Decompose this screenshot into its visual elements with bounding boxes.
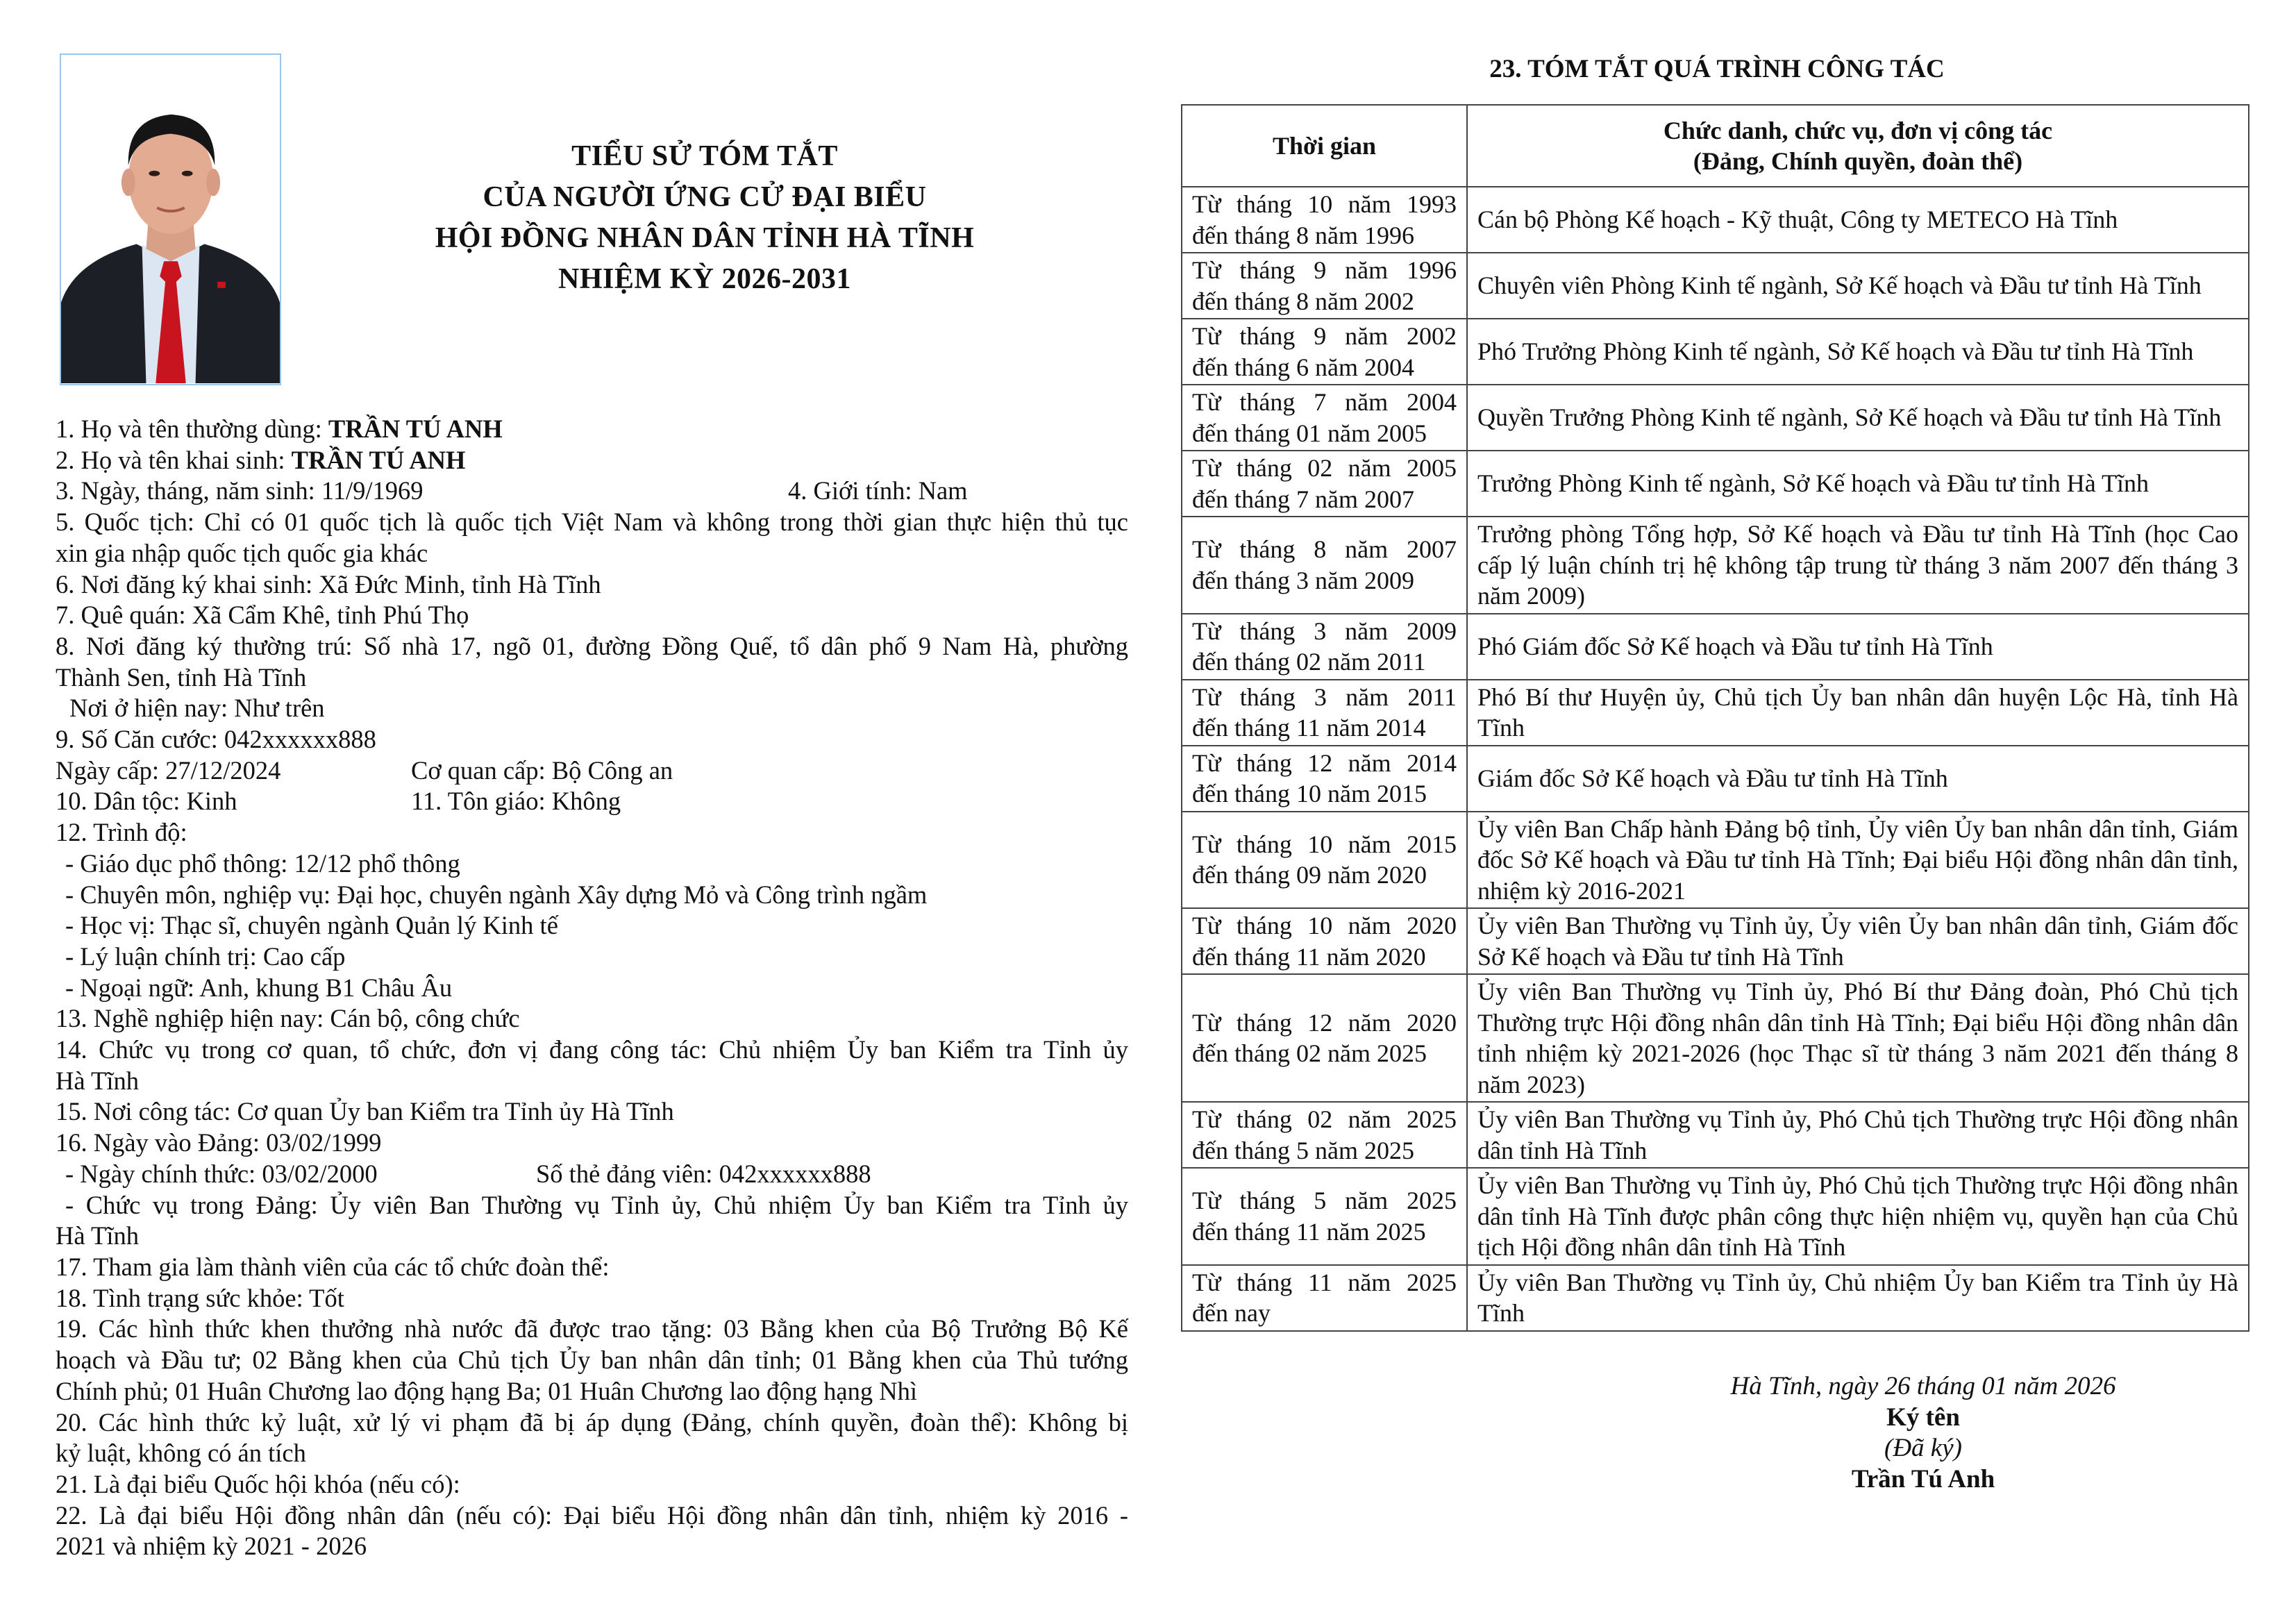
field-education-major: - Chuyên môn, nghiệp vụ: Đại học, chuyên ngành Xây dựng Mỏ và Công trình ngầm: [65, 880, 928, 909]
field-party-position-line: - Chức vụ trong Đảng: Ủy viên Ban Thường vụ Tỉnh ủy, Chủ nhiệm Ủy ban Kiểm tra Tỉnh ủy: [65, 1190, 1128, 1219]
career-table-body: [1182, 187, 2249, 1331]
portrait-photo: [60, 53, 281, 385]
field-id-agency: Cơ quan cấp: Bộ Công an: [411, 755, 673, 785]
time-from: Từ tháng 12 năm 2020: [1192, 1008, 1457, 1037]
field-id-date: Ngày cấp: 27/12/2024: [56, 755, 281, 785]
field-nationality-line: xin gia nhập quốc tịch quốc gia khác: [56, 538, 428, 567]
time-to: đến tháng 3 năm 2009: [1192, 566, 1414, 594]
time-from: Từ tháng 02 năm 2025: [1192, 1105, 1457, 1133]
cell-role: Chuyên viên Phòng Kinh tế ngành, Sở Kế hoạch và Đầu tư tỉnh Hà Tĩnh: [1467, 253, 2249, 319]
signature-name: Trần Tú Anh: [1851, 1464, 1995, 1493]
cell-role: Ủy viên Ban Thường vụ Tỉnh ủy, Chủ nhiệm Ủy ban Kiểm tra Tỉnh ủy Hà Tĩnh: [1467, 1265, 2249, 1331]
column-header-role: [1467, 105, 2249, 187]
cell-role: Phó Bí thư Huyện ủy, Chủ tịch Ủy ban nhân dân huyện Lộc Hà, tỉnh Hà Tĩnh: [1467, 680, 2249, 746]
time-to: đến tháng 5 năm 2025: [1192, 1136, 1414, 1164]
cell-role: Ủy viên Ban Thường vụ Tỉnh ủy, Ủy viên Ủy ban nhân dân tỉnh, Giám đốc Sở Kế hoạch và Đầu tư tỉnh Hà Tĩnh: [1467, 908, 2249, 974]
field-organizations: 17. Tham gia làm thành viên của các tổ chức đoàn thể:: [56, 1252, 610, 1281]
field-ethnic-religion: [56, 786, 1128, 817]
cell-time: [1182, 385, 1467, 451]
time-to: đến tháng 11 năm 2025: [1192, 1217, 1426, 1246]
time-from: Từ tháng 10 năm 1993: [1192, 190, 1457, 218]
cell-time: [1182, 1102, 1467, 1168]
time-from: Từ tháng 9 năm 1996: [1192, 256, 1457, 284]
cell-time: [1182, 187, 1467, 253]
field-council-line: 22. Là đại biểu Hội đồng nhân dân (nếu có): Đại biểu Hội đồng nhân dân tỉnh, nhiệm kỳ 2016 -: [56, 1500, 1128, 1530]
field-national-assembly: 21. Là đại biểu Quốc hội khóa (nếu có):: [56, 1469, 460, 1498]
field-current-address: Nơi ở hiện nay: Như trên: [69, 694, 325, 723]
cell-role: Phó Trưởng Phòng Kinh tế ngành, Sở Kế hoạch và Đầu tư tỉnh Hà Tĩnh: [1467, 319, 2249, 385]
cell-role: Cán bộ Phòng Kế hoạch - Kỹ thuật, Công ty METECO Hà Tĩnh: [1467, 187, 2249, 253]
field-education-political: - Lý luận chính trị: Cao cấp: [65, 941, 346, 971]
field-awards-line: hoạch và Đầu tư; 02 Bằng khen của Chủ tịch Ủy ban nhân dân tỉnh; 01 Bằng khen của Thủ tướng: [56, 1346, 1128, 1375]
field-position-line: Hà Tĩnh: [56, 1066, 139, 1095]
column-header-time: Thời gian: [1182, 105, 1467, 187]
title-line: CỦA NGƯỜI ỨNG CỬ ĐẠI BIỂU: [483, 181, 927, 213]
field-awards-line: 19. Các hình thức khen thưởng nhà nước đã được trao tặng: 03 Bằng khen của Bộ Trưởng Bộ Kế: [56, 1314, 1128, 1343]
cell-time: [1182, 319, 1467, 385]
field-id-issue: [56, 755, 1128, 787]
table-row: [1182, 451, 2249, 517]
time-to: đến tháng 10 năm 2015: [1192, 780, 1427, 807]
table-row: [1182, 614, 2249, 680]
table-header-row: [1182, 105, 2249, 187]
time-to: đến tháng 02 năm 2011: [1192, 648, 1426, 676]
field-common-name: [56, 414, 1128, 445]
career-table: [1181, 104, 2249, 1332]
cell-time: [1182, 253, 1467, 319]
table-row: [1182, 187, 2249, 253]
field-ethnic: 10. Dân tộc: Kinh: [56, 787, 237, 816]
time-from: Từ tháng 9 năm 2002: [1192, 322, 1457, 350]
field-religion: 11. Tôn giáo: Không: [411, 787, 621, 816]
cell-time: [1182, 812, 1467, 909]
cell-role: Trưởng Phòng Kinh tế ngành, Sở Kế hoạch và Đầu tư tỉnh Hà Tĩnh: [1467, 451, 2249, 517]
field-education-language: - Ngoại ngữ: Anh, khung B1 Châu Âu: [65, 973, 453, 1002]
cell-role: Ủy viên Ban Thường vụ Tỉnh ủy, Phó Chủ tịch Thường trực Hội đồng nhân dân tỉnh Hà Tĩnh được phân công thực hiện nhiệm vụ, quyền hạn của Chủ tịch Hội đồng nhân dân tỉnh Hà Tĩnh: [1467, 1168, 2249, 1265]
signature-label: Ký tên: [1886, 1403, 1960, 1432]
signature-signed-note: (Đã ký): [1884, 1434, 1962, 1462]
table-row: [1182, 908, 2249, 974]
cell-time: [1182, 680, 1467, 746]
table-row: [1182, 680, 2249, 746]
title-line: NHIỆM KỲ 2026-2031: [558, 263, 851, 295]
cell-role: Ủy viên Ban Thường vụ Tỉnh ủy, Phó Chủ tịch Thường trực Hội đồng nhân dân tỉnh Hà Tĩnh: [1467, 1102, 2249, 1168]
cell-time: [1182, 517, 1467, 614]
table-row: [1182, 517, 2249, 614]
cell-role: Ủy viên Ban Thường vụ Tỉnh ủy, Phó Bí thư Đảng đoàn, Phó Chủ tịch Thường trực Hội đồng nhân dân tỉnh Hà Tĩnh; Đại biểu Hội đồng nhân dân tỉnh nhiệm kỳ 2021-2026 (học Thạc sĩ từ tháng 3 năm 2021 đến tháng 8 năm 2023): [1467, 974, 2249, 1102]
cell-time: [1182, 451, 1467, 517]
time-to: đến tháng 01 năm 2005: [1192, 419, 1427, 447]
field-party-join: 16. Ngày vào Đảng: 03/02/1999: [56, 1128, 382, 1157]
field-position-line: 14. Chức vụ trong cơ quan, tổ chức, đơn vị đang công tác: Chủ nhiệm Ủy ban Kiểm tra Tỉnh ủy: [56, 1035, 1128, 1064]
time-to: đến nay: [1192, 1299, 1271, 1327]
signature-place-date: Hà Tĩnh, ngày 26 tháng 01 năm 2026: [1730, 1372, 2116, 1400]
cell-role: Phó Giám đốc Sở Kế hoạch và Đầu tư tỉnh Hà Tĩnh: [1467, 614, 2249, 680]
field-dob: 3. Ngày, tháng, năm sinh: 11/9/1969: [56, 476, 424, 505]
field-awards-line: Chính phủ; 01 Huân Chương lao động hạng Ba; 01 Huân Chương lao động hạng Nhì: [56, 1376, 917, 1405]
field-value: TRẦN TÚ ANH: [291, 445, 466, 474]
column-header-role-line: Chức danh, chức vụ, đơn vị công tác: [1663, 116, 2053, 144]
field-party-official-date: - Ngày chính thức: 03/02/2000: [65, 1159, 378, 1188]
field-gender: 4. Giới tính: Nam: [788, 476, 968, 505]
field-value: TRẦN TÚ ANH: [328, 415, 503, 443]
field-dob-gender: [56, 476, 1128, 507]
time-from: Từ tháng 11 năm 2025: [1192, 1268, 1457, 1296]
field-birth-name: [56, 445, 1128, 476]
field-label: 1. Họ và tên thường dùng:: [56, 415, 328, 443]
time-from: Từ tháng 10 năm 2020: [1192, 912, 1457, 939]
career-section-title: 23. TÓM TẮT QUÁ TRÌNH CÔNG TÁC: [1489, 55, 1945, 83]
time-to: đến tháng 11 năm 2020: [1192, 942, 1426, 971]
time-from: Từ tháng 3 năm 2009: [1192, 617, 1457, 645]
table-row: [1182, 812, 2249, 909]
time-to: đến tháng 8 năm 2002: [1192, 287, 1414, 315]
time-to: đến tháng 6 năm 2004: [1192, 353, 1414, 381]
signature-block: [1514, 1371, 2296, 1495]
document-title: [326, 136, 1083, 300]
table-row: [1182, 385, 2249, 451]
field-hometown: 7. Quê quán: Xã Cẩm Khê, tỉnh Phú Thọ: [56, 601, 469, 630]
title-line: HỘI ĐỒNG NHÂN DÂN TỈNH HÀ TĨNH: [435, 222, 975, 254]
cell-role: Trưởng phòng Tổng hợp, Sở Kế hoạch và Đầu tư tỉnh Hà Tĩnh (học Cao cấp lý luận chính trị hệ không tập trung từ tháng 3 năm 2007 đến tháng 3 năm 2009): [1467, 517, 2249, 614]
cell-time: [1182, 746, 1467, 812]
time-to: đến tháng 02 năm 2025: [1192, 1039, 1427, 1067]
field-education-general: - Giáo dục phổ thông: 12/12 phổ thông: [65, 848, 460, 878]
field-health: 18. Tình trạng sức khỏe: Tốt: [56, 1283, 344, 1312]
time-from: Từ tháng 7 năm 2004: [1192, 388, 1457, 416]
field-occupation: 13. Nghề nghiệp hiện nay: Cán bộ, công chức: [56, 1004, 520, 1033]
column-header-role-line: (Đảng, Chính quyền, đoàn thể): [1693, 147, 2023, 175]
bio-fields: [56, 414, 1128, 1562]
portrait-illustration: [61, 55, 280, 384]
field-residence-line: Thành Sen, tỉnh Hà Tĩnh: [56, 662, 307, 692]
time-from: Từ tháng 12 năm 2014: [1192, 748, 1457, 777]
field-discipline-line: kỷ luật, không có án tích: [56, 1439, 306, 1468]
field-birth-place: 6. Nơi đăng ký khai sinh: Xã Đức Minh, tỉnh Hà Tĩnh: [56, 569, 601, 598]
cell-time: [1182, 1168, 1467, 1265]
field-id-number: 9. Số Căn cước: 042xxxxxx888: [56, 725, 376, 754]
cell-time: [1182, 908, 1467, 974]
field-party-official: [56, 1159, 1128, 1190]
cell-time: [1182, 974, 1467, 1102]
table-row: [1182, 319, 2249, 385]
time-from: Từ tháng 02 năm 2005: [1192, 454, 1457, 482]
cell-role: Ủy viên Ban Chấp hành Đảng bộ tỉnh, Ủy viên Ủy ban nhân dân tỉnh, Giám đốc Sở Kế hoạch và Đầu tư tỉnh Hà Tĩnh; Đại biểu Hội đồng nhân dân tỉnh, nhiệm kỳ 2016-2021: [1467, 812, 2249, 909]
time-from: Từ tháng 3 năm 2011: [1192, 683, 1457, 711]
field-education: 12. Trình độ:: [56, 818, 187, 847]
time-to: đến tháng 7 năm 2007: [1192, 485, 1414, 513]
field-workplace: 15. Nơi công tác: Cơ quan Ủy ban Kiểm tra Tỉnh ủy Hà Tĩnh: [56, 1097, 674, 1126]
table-row: [1182, 1102, 2249, 1168]
time-from: Từ tháng 5 năm 2025: [1192, 1187, 1457, 1215]
table-row: [1182, 1168, 2249, 1265]
cell-time: [1182, 614, 1467, 680]
field-label: 2. Họ và tên khai sinh:: [56, 445, 292, 474]
field-party-card: Số thẻ đảng viên: 042xxxxxx888: [536, 1159, 871, 1188]
cell-role: Quyền Trưởng Phòng Kinh tế ngành, Sở Kế hoạch và Đầu tư tỉnh Hà Tĩnh: [1467, 385, 2249, 451]
time-from: Từ tháng 8 năm 2007: [1192, 535, 1457, 564]
time-to: đến tháng 8 năm 1996: [1192, 221, 1414, 249]
field-discipline-line: 20. Các hình thức kỷ luật, xử lý vi phạm đã bị áp dụng (Đảng, chính quyền, đoàn thể): Không bị: [56, 1407, 1128, 1437]
table-row: [1182, 746, 2249, 812]
table-row: [1182, 974, 2249, 1102]
table-row: [1182, 1265, 2249, 1331]
time-to: đến tháng 11 năm 2014: [1192, 714, 1426, 742]
time-to: đến tháng 09 năm 2020: [1192, 861, 1427, 889]
title-line: TIỂU SỬ TÓM TẮT: [571, 140, 838, 172]
field-residence-line: 8. Nơi đăng ký thường trú: Số nhà 17, ngõ 01, đường Đồng Quế, tổ dân phố 9 Nam Hà, phường: [56, 631, 1128, 660]
cell-role: Giám đốc Sở Kế hoạch và Đầu tư tỉnh Hà Tĩnh: [1467, 746, 2249, 812]
table-row: [1182, 253, 2249, 319]
field-nationality-line: 5. Quốc tịch: Chỉ có 01 quốc tịch là quốc tịch Việt Nam và không trong thời gian thực hiện thủ tục: [56, 508, 1128, 537]
time-from: Từ tháng 10 năm 2015: [1192, 830, 1457, 858]
field-education-degree: - Học vị: Thạc sĩ, chuyên ngành Quản lý Kinh tế: [65, 911, 558, 940]
field-council-line: 2021 và nhiệm kỳ 2021 - 2026: [56, 1532, 367, 1561]
field-party-position-line: Hà Tĩnh: [56, 1221, 139, 1250]
cell-time: [1182, 1265, 1467, 1331]
